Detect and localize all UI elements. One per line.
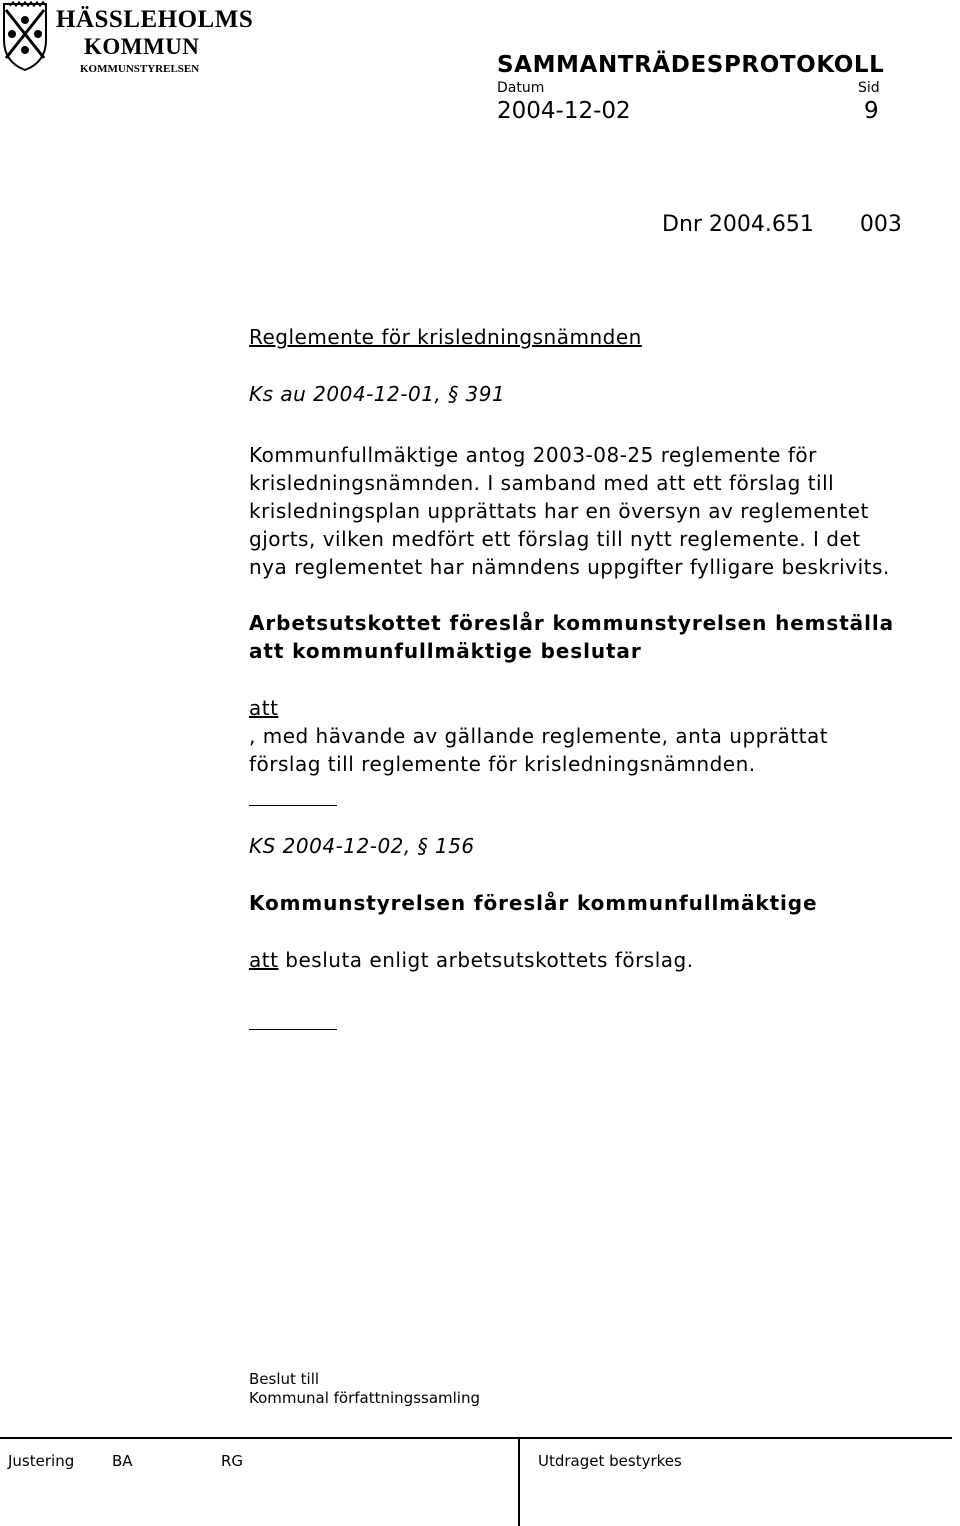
footer-initials-ba: BA bbox=[112, 1452, 133, 1470]
separator-line bbox=[249, 1029, 337, 1030]
paragraph-line: Kommunfullmäktige antog 2003-08-25 reglemente för bbox=[249, 443, 817, 467]
coat-of-arms-icon bbox=[0, 0, 50, 72]
au-reference bbox=[249, 382, 505, 406]
paragraph-line: krisledningsplan upprättats har en översyn av reglementet bbox=[249, 499, 869, 523]
meeting-date: 2004-12-02 bbox=[497, 98, 631, 124]
att-keyword: att bbox=[249, 948, 279, 972]
background-paragraph bbox=[249, 441, 954, 581]
footer-initials-rg: RG bbox=[221, 1452, 244, 1470]
municipality-logo bbox=[0, 0, 254, 80]
au-decision-text bbox=[249, 694, 828, 778]
paragraph-line: nya reglementet har nämndens uppgifter fylligare beskrivits. bbox=[249, 555, 890, 579]
logo-board: KOMMUNSTYRELSEN bbox=[80, 63, 200, 75]
paragraph-sign-icon: § bbox=[448, 382, 459, 406]
page-label: Sid bbox=[858, 80, 880, 96]
paragraph-sign-icon: § bbox=[417, 834, 429, 858]
att-line-2: förslag till reglemente för krisledningsnämnden. bbox=[249, 752, 756, 776]
au-reference-prefix: Ks au 2004-12-01, bbox=[249, 382, 442, 406]
separator-line bbox=[249, 805, 337, 806]
ks-reference-prefix: KS 2004-12-02, bbox=[249, 834, 411, 858]
document-type-heading: SAMMANTRÄDESPROTOKOLL bbox=[497, 52, 885, 78]
logo-kommun: KOMMUN bbox=[84, 34, 200, 59]
au-proposal-line: att kommunfullmäktige beslutar bbox=[249, 639, 642, 663]
diary-number bbox=[662, 212, 902, 237]
footer-justering-label: Justering bbox=[8, 1452, 75, 1470]
date-label: Datum bbox=[497, 80, 545, 96]
au-proposal bbox=[249, 609, 894, 665]
ks-proposal: Kommunstyrelsen föreslår kommunfullmäktige bbox=[249, 891, 818, 915]
logo-municipality-name: HÄSSLEHOLMS bbox=[56, 6, 254, 33]
section-title: Reglemente för krisledningsnämnden bbox=[249, 325, 642, 349]
att-keyword: att bbox=[249, 696, 279, 720]
decision-recipients bbox=[249, 1370, 480, 1408]
ks-reference bbox=[249, 834, 475, 858]
ks-decision-text bbox=[249, 948, 694, 972]
footer-divider bbox=[518, 1437, 520, 1526]
diary-number-label: Dnr 2004.651 bbox=[662, 212, 814, 237]
recipients-label: Beslut till bbox=[249, 1370, 320, 1388]
au-proposal-line: Arbetsutskottet föreslår kommunstyrelsen hemställa bbox=[249, 611, 894, 635]
footer-certified-label: Utdraget bestyrkes bbox=[538, 1452, 682, 1470]
att-line-1-rest: , med hävande av gällande reglemente, anta upprättat bbox=[249, 724, 829, 748]
recipient: Kommunal författningssamling bbox=[249, 1389, 480, 1407]
ks-decision-rest: besluta enligt arbetsutskottets förslag. bbox=[278, 948, 694, 972]
footer-rule bbox=[0, 1437, 952, 1439]
paragraph-line: krisledningsnämnden. I samband med att ett förslag till bbox=[249, 471, 835, 495]
ks-reference-number: 156 bbox=[434, 834, 475, 858]
diary-code: 003 bbox=[859, 212, 902, 237]
page-number: 9 bbox=[864, 98, 879, 124]
au-reference-number: 391 bbox=[465, 382, 506, 406]
att-line-1 bbox=[249, 694, 828, 750]
paragraph-line: gjorts, vilken medfört ett förslag till nytt reglemente. I det bbox=[249, 527, 861, 551]
